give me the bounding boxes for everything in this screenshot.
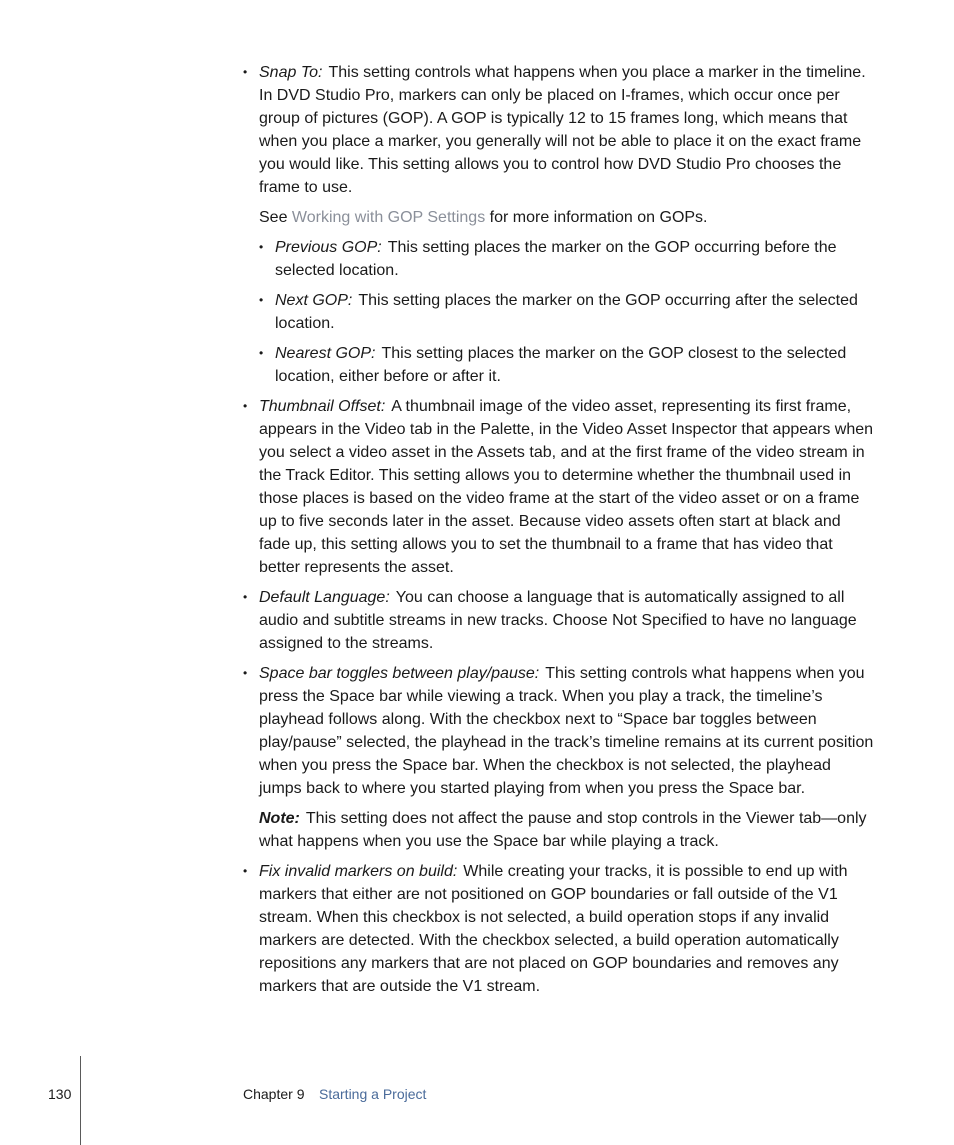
list-item-thumbnail-offset [243,395,875,579]
footer-divider [80,1056,81,1145]
item-term: Next GOP: [275,292,353,309]
bullet: • [259,240,264,254]
bullet: • [259,346,264,360]
bullet: • [243,590,248,604]
page-footer [0,1056,954,1145]
note-text: This setting does not affect the pause and stop controls in the Viewer tab—only what happens when you use the Space bar while playing a track. [259,810,867,850]
item-description: This setting places the marker on the GOP occurring before the selected location. [275,239,837,279]
item-description: While creating your tracks, it is possible to end up with markers that either are not positioned on GOP boundaries or fall outside of the V1 stream. When this checkbox is not selected, a build operation stops if any invalid markers are detected. With the checkbox selected, a build operation automatically repositions any markers that are not placed on GOP boundaries and removes any markers that are outside the V1 stream. [259,863,848,995]
bullet: • [243,65,248,79]
item-term: Nearest GOP: [275,345,376,362]
main-content [243,61,875,1005]
item-description: This setting controls what happens when you press the Space bar while viewing a track. When you play a track, the timeline’s playhead follows along. With the checkbox next to “Space bar toggles between play/pause” selected, the playhead in the track’s timeline remains at its current position when you press the Space bar. When the checkbox is not selected, the playhead jumps back to where you started playing from when you press the Space bar. [259,665,874,797]
item-description: This setting controls what happens when you place a marker in the timeline. In DVD Studio Pro, markers can only be placed on I-frames, which occur once per group of pictures (GOP). A GOP is typically 12 to 15 frames long, which means that when you place a marker, you generally will not be able to place it on the exact frame you would like. This setting allows you to control how DVD Studio Pro chooses the frame to use. [259,64,866,196]
list-item-fix-invalid-markers [243,860,875,998]
chapter-label: Chapter 9 [243,1086,305,1102]
item-description: A thumbnail image of the video asset, representing its first frame, appears in the Video tab in the Palette, in the Video Asset Inspector that appears when you select a video asset in the Assets tab, and at the first frame of the video stream in the Track Editor. This setting allows you to determine whether the thumbnail used in those places is based on the video frame at the start of the video asset or on a frame up to five seconds later in the asset. Because video assets often start at black and fade up, this setting allows you to set the thumbnail to a frame that has video that better represents the asset. [259,398,874,576]
item-term: Space bar toggles between play/pause: [259,665,540,682]
sub-item-nearest-gop [259,342,875,388]
bullet: • [243,399,248,413]
list-item-default-language [243,586,875,655]
bullet: • [243,864,248,878]
item-term: Thumbnail Offset: [259,398,386,415]
item-description: This setting places the marker on the GOP occurring after the selected location. [275,292,858,332]
item-description: This setting places the marker on the GOP closest to the selected location, either before or after it. [275,345,847,385]
see-suffix: for more information on GOPs. [489,209,708,226]
sub-item-next-gop [259,289,875,335]
see-prefix: See [259,209,288,226]
item-term: Snap To: [259,64,323,81]
note-paragraph [259,807,875,853]
bullet: • [259,293,264,307]
item-term: Previous GOP: [275,239,382,256]
list-item-snap-to [243,61,875,199]
page-number: 130 [48,1086,72,1102]
item-term: Default Language: [259,589,390,606]
gop-settings-link[interactable]: Working with GOP Settings [291,209,486,226]
bullet: • [243,666,248,680]
note-label: Note: [259,810,300,827]
see-also-paragraph [259,206,875,229]
sub-item-previous-gop [259,236,875,282]
item-term: Fix invalid markers on build: [259,863,458,880]
list-item-space-bar [243,662,875,800]
item-description: You can choose a language that is automatically assigned to all audio and subtitle streams in new tracks. Choose Not Specified to have no language assigned to the streams. [259,589,857,652]
chapter-title-link[interactable]: Starting a Project [319,1086,427,1102]
